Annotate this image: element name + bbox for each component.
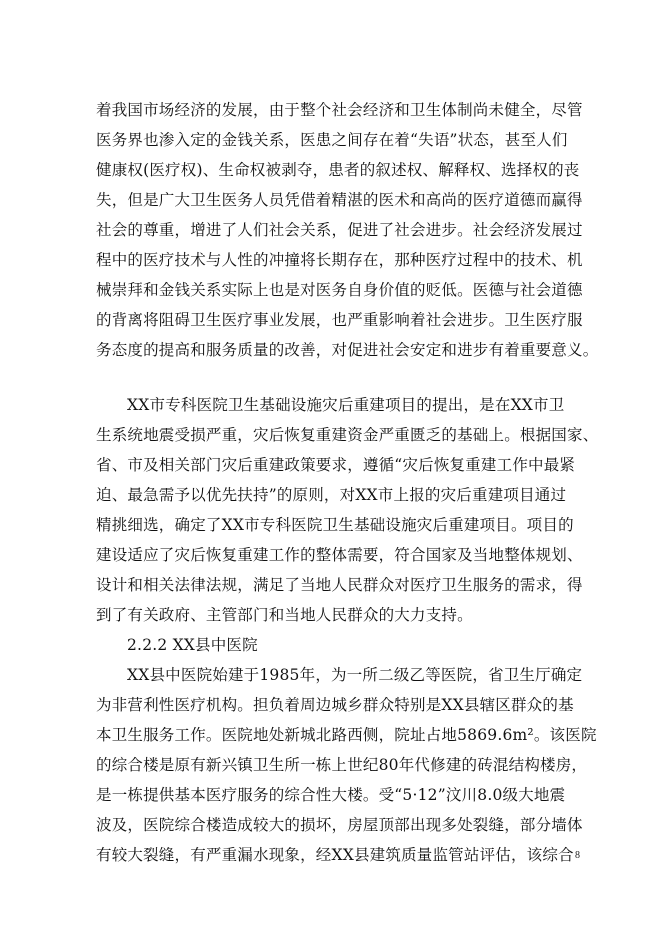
paragraph-3-line-6: 波及，医院综合楼造成较大的损坏，房屋顶部出现多处裂缝，部分墙体: [96, 816, 583, 834]
paragraph-3-line-3: 本卫生服务工作。医院地处新城北路西侧，院址占地5869.6m²。该医院: [96, 726, 597, 744]
paragraph-2-line-3: 省、市及相关部门灾后重建政策要求，遵循“灾后恢复重建工作中最紧: [96, 456, 576, 474]
paragraph-3-line-5: 是一栋提供基本医疗服务的综合性大楼。受“5·12”汶川8.0级大地震: [96, 786, 566, 804]
paragraph-3-line-7: 有较大裂缝，有严重漏水现象，经XX县建筑质量监管站评估，该综合: [96, 846, 574, 864]
section-heading: 2.2.2 XX县中医院: [127, 636, 258, 654]
paragraph-2-line-5: 精挑细选，确定了XX市专科医院卫生基础设施灾后重建项目。项目的: [96, 516, 574, 534]
paragraph-3-line-2: 为非营利性医疗机构。担负着周边城乡群众特别是XX县辖区群众的基: [96, 696, 574, 714]
paragraph-2-line-1: XX市专科医院卫生基础设施灾后重建项目的提出，是在XX市卫: [127, 396, 565, 414]
paragraph-3-line-1: XX县中医院始建于1985年，为一所二级乙等医院，省卫生厅确定: [127, 666, 583, 684]
paragraph-1-line-3: 健康权(医疗权)、生命权被剥夺，患者的叙述权、解释权、选择权的丧: [96, 161, 580, 179]
paragraph-2-line-7: 设计和相关法律法规，满足了当地人民群众对医疗卫生服务的需求，得: [96, 576, 583, 594]
paragraph-1-line-7: 械崇拜和金钱关系实际上也是对医务自身价值的贬低。医德与社会道德: [96, 281, 583, 299]
paragraph-2-line-6: 建设适应了灾后恢复重建工作的整体需要，符合国家及当地整体规划、: [96, 546, 583, 564]
paragraph-2-line-2: 生系统地震受损严重，灾后恢复重建资金严重匮乏的基础上。根据国家、: [96, 426, 599, 444]
paragraph-1-line-2: 医务界也渗入定的金钱关系，医患之间存在着“失语”状态，甚至人们: [96, 131, 568, 149]
paragraph-1-line-9: 务态度的提高和服务质量的改善，对促进社会安定和进步有着重要意义。: [96, 341, 599, 359]
page-number: 8: [575, 850, 580, 861]
paragraph-3-line-4: 的综合楼是原有新兴镇卫生所一栋上世纪80年代修建的砖混结构楼房，: [96, 756, 588, 774]
paragraph-1-line-5: 社会的尊重，增进了人们社会关系，促进了社会进步。社会经济发展过: [96, 221, 583, 239]
paragraph-2-line-8: 到了有关政府、主管部门和当地人民群众的大力支持。: [96, 606, 473, 624]
paragraph-1-line-1: 着我国市场经济的发展，由于整个社会经济和卫生体制尚未健全，尽管: [96, 101, 583, 119]
paragraph-1-line-6: 程中的医疗技术与人性的冲撞将长期存在，那种医疗过程中的技术、机: [96, 251, 583, 269]
paragraph-1-line-4: 失，但是广大卫生医务人员凭借着精湛的医术和高尚的医疗道德而赢得: [96, 191, 583, 209]
paragraph-1-line-8: 的背离将阻碍卫生医疗事业发展，也严重影响着社会进步。卫生医疗服: [96, 311, 583, 329]
paragraph-2-line-4: 迫、最急需予以优先扶持”的原则，对XX市上报的灾后重建项目通过: [96, 486, 567, 504]
